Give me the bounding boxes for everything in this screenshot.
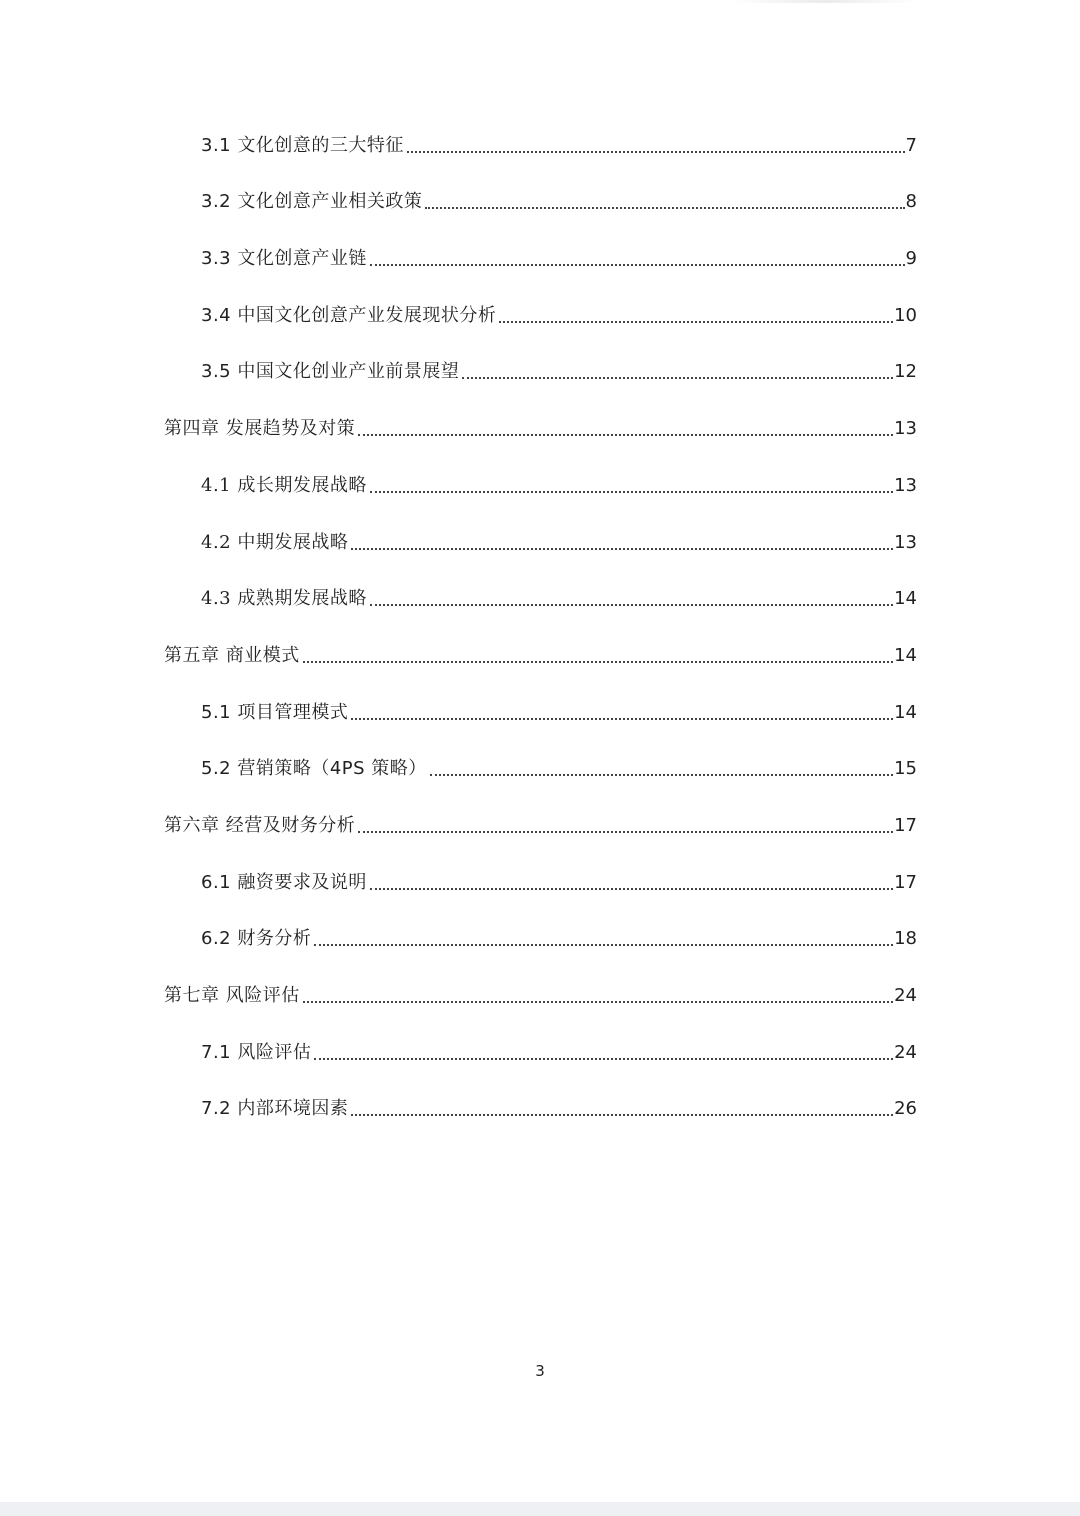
toc-entry-title: 6.2 财务分析 (201, 928, 312, 950)
toc-entry-title: 3.5 中国文化创业产业前景展望 (201, 361, 460, 383)
toc-section-entry[interactable] (201, 335, 917, 392)
toc-entry-page-number: 8 (905, 191, 917, 213)
toc-entry-page-number: 26 (894, 1098, 917, 1120)
toc-entry-title: 5.2 营销策略（4PS 策略） (201, 758, 427, 780)
toc-entry-page-number: 10 (894, 304, 917, 326)
toc-section-entry[interactable] (201, 221, 917, 278)
toc-entry-page-number: 17 (894, 871, 917, 893)
toc-entry-page-number: 14 (894, 701, 917, 723)
toc-dot-leader (303, 1001, 893, 1003)
viewer-bottom-bar (0, 1502, 1080, 1516)
toc-dot-leader (370, 604, 893, 606)
top-edge-shadow (730, 0, 920, 3)
toc-dot-leader (370, 888, 893, 890)
toc-chapter-entry[interactable] (164, 618, 917, 675)
toc-entry-page-number: 18 (894, 928, 917, 950)
toc-entry-title: 第五章 商业模式 (164, 644, 300, 666)
toc-entry-page-number: 13 (894, 531, 917, 553)
toc-chapter-entry[interactable] (164, 788, 917, 845)
toc-entry-title: 第七章 风险评估 (164, 985, 300, 1006)
toc-section-entry[interactable] (201, 505, 917, 562)
toc-dot-leader (351, 548, 893, 550)
toc-entry-page-number: 7 (905, 134, 917, 156)
toc-entry-page-number: 13 (894, 474, 917, 496)
toc-dot-leader (407, 151, 905, 153)
toc-entry-title: 4.2 中期发展战略 (201, 531, 349, 553)
toc-entry-title: 7.2 内部环境因素 (201, 1098, 349, 1120)
toc-dot-leader (370, 264, 905, 266)
toc-entry-page-number: 13 (894, 418, 917, 440)
toc-entry-title: 第四章 发展趋势及对策 (164, 418, 356, 440)
toc-dot-leader (303, 661, 893, 663)
toc-dot-leader (370, 491, 893, 493)
toc-entry-page-number: 9 (905, 248, 917, 270)
toc-section-entry[interactable] (201, 108, 917, 165)
toc-dot-leader (425, 207, 904, 209)
toc-entry-page-number: 12 (894, 361, 917, 383)
toc-section-entry[interactable] (201, 278, 917, 335)
toc-dot-leader (314, 1058, 893, 1060)
toc-dot-leader (430, 774, 893, 776)
toc-entry-title: 3.2 文化创意产业相关政策 (201, 191, 423, 213)
toc-section-entry[interactable] (201, 562, 917, 619)
toc-entry-page-number: 14 (894, 644, 917, 666)
toc-entry-title: 第六章 经营及财务分析 (164, 814, 356, 836)
toc-section-entry[interactable] (201, 675, 917, 732)
toc-entry-title: 6.1 融资要求及说明 (201, 871, 367, 893)
toc-dot-leader (351, 1114, 893, 1116)
toc-dot-leader (358, 831, 893, 833)
toc-entry-page-number: 24 (894, 1041, 917, 1063)
toc-dot-leader (358, 434, 893, 436)
toc-section-entry[interactable] (201, 448, 917, 505)
toc-entry-title: 3.1 文化创意的三大特征 (201, 134, 404, 156)
toc-dot-leader (499, 321, 893, 323)
toc-dot-leader (351, 718, 893, 720)
toc-chapter-entry[interactable] (164, 958, 917, 1015)
page-number: 3 (535, 1362, 545, 1380)
toc-entry-title: 5.1 项目管理模式 (201, 701, 349, 723)
toc-entry-title: 3.4 中国文化创意产业发展现状分析 (201, 304, 497, 326)
toc-entry-page-number: 15 (894, 758, 917, 780)
toc-entry-page-number: 14 (894, 588, 917, 610)
toc-entry-title: 4.3 成熟期发展战略 (201, 588, 367, 610)
toc-dot-leader (314, 944, 893, 946)
toc-chapter-entry[interactable] (164, 391, 917, 448)
toc-section-entry[interactable] (201, 1015, 917, 1072)
toc-section-entry[interactable] (201, 902, 917, 959)
toc-section-entry[interactable] (201, 732, 917, 789)
toc-entry-title: 7.1 风险评估 (201, 1041, 312, 1063)
toc-dot-leader (462, 377, 893, 379)
toc-entry-title: 3.3 文化创意产业链 (201, 248, 367, 270)
toc-section-entry[interactable] (201, 845, 917, 902)
toc-section-entry[interactable] (201, 1072, 917, 1129)
toc-entry-page-number: 17 (894, 814, 917, 836)
toc-entry-title: 4.1 成长期发展战略 (201, 474, 367, 496)
table-of-contents (0, 108, 1080, 1128)
toc-entry-page-number: 24 (894, 985, 917, 1006)
toc-section-entry[interactable] (201, 165, 917, 222)
